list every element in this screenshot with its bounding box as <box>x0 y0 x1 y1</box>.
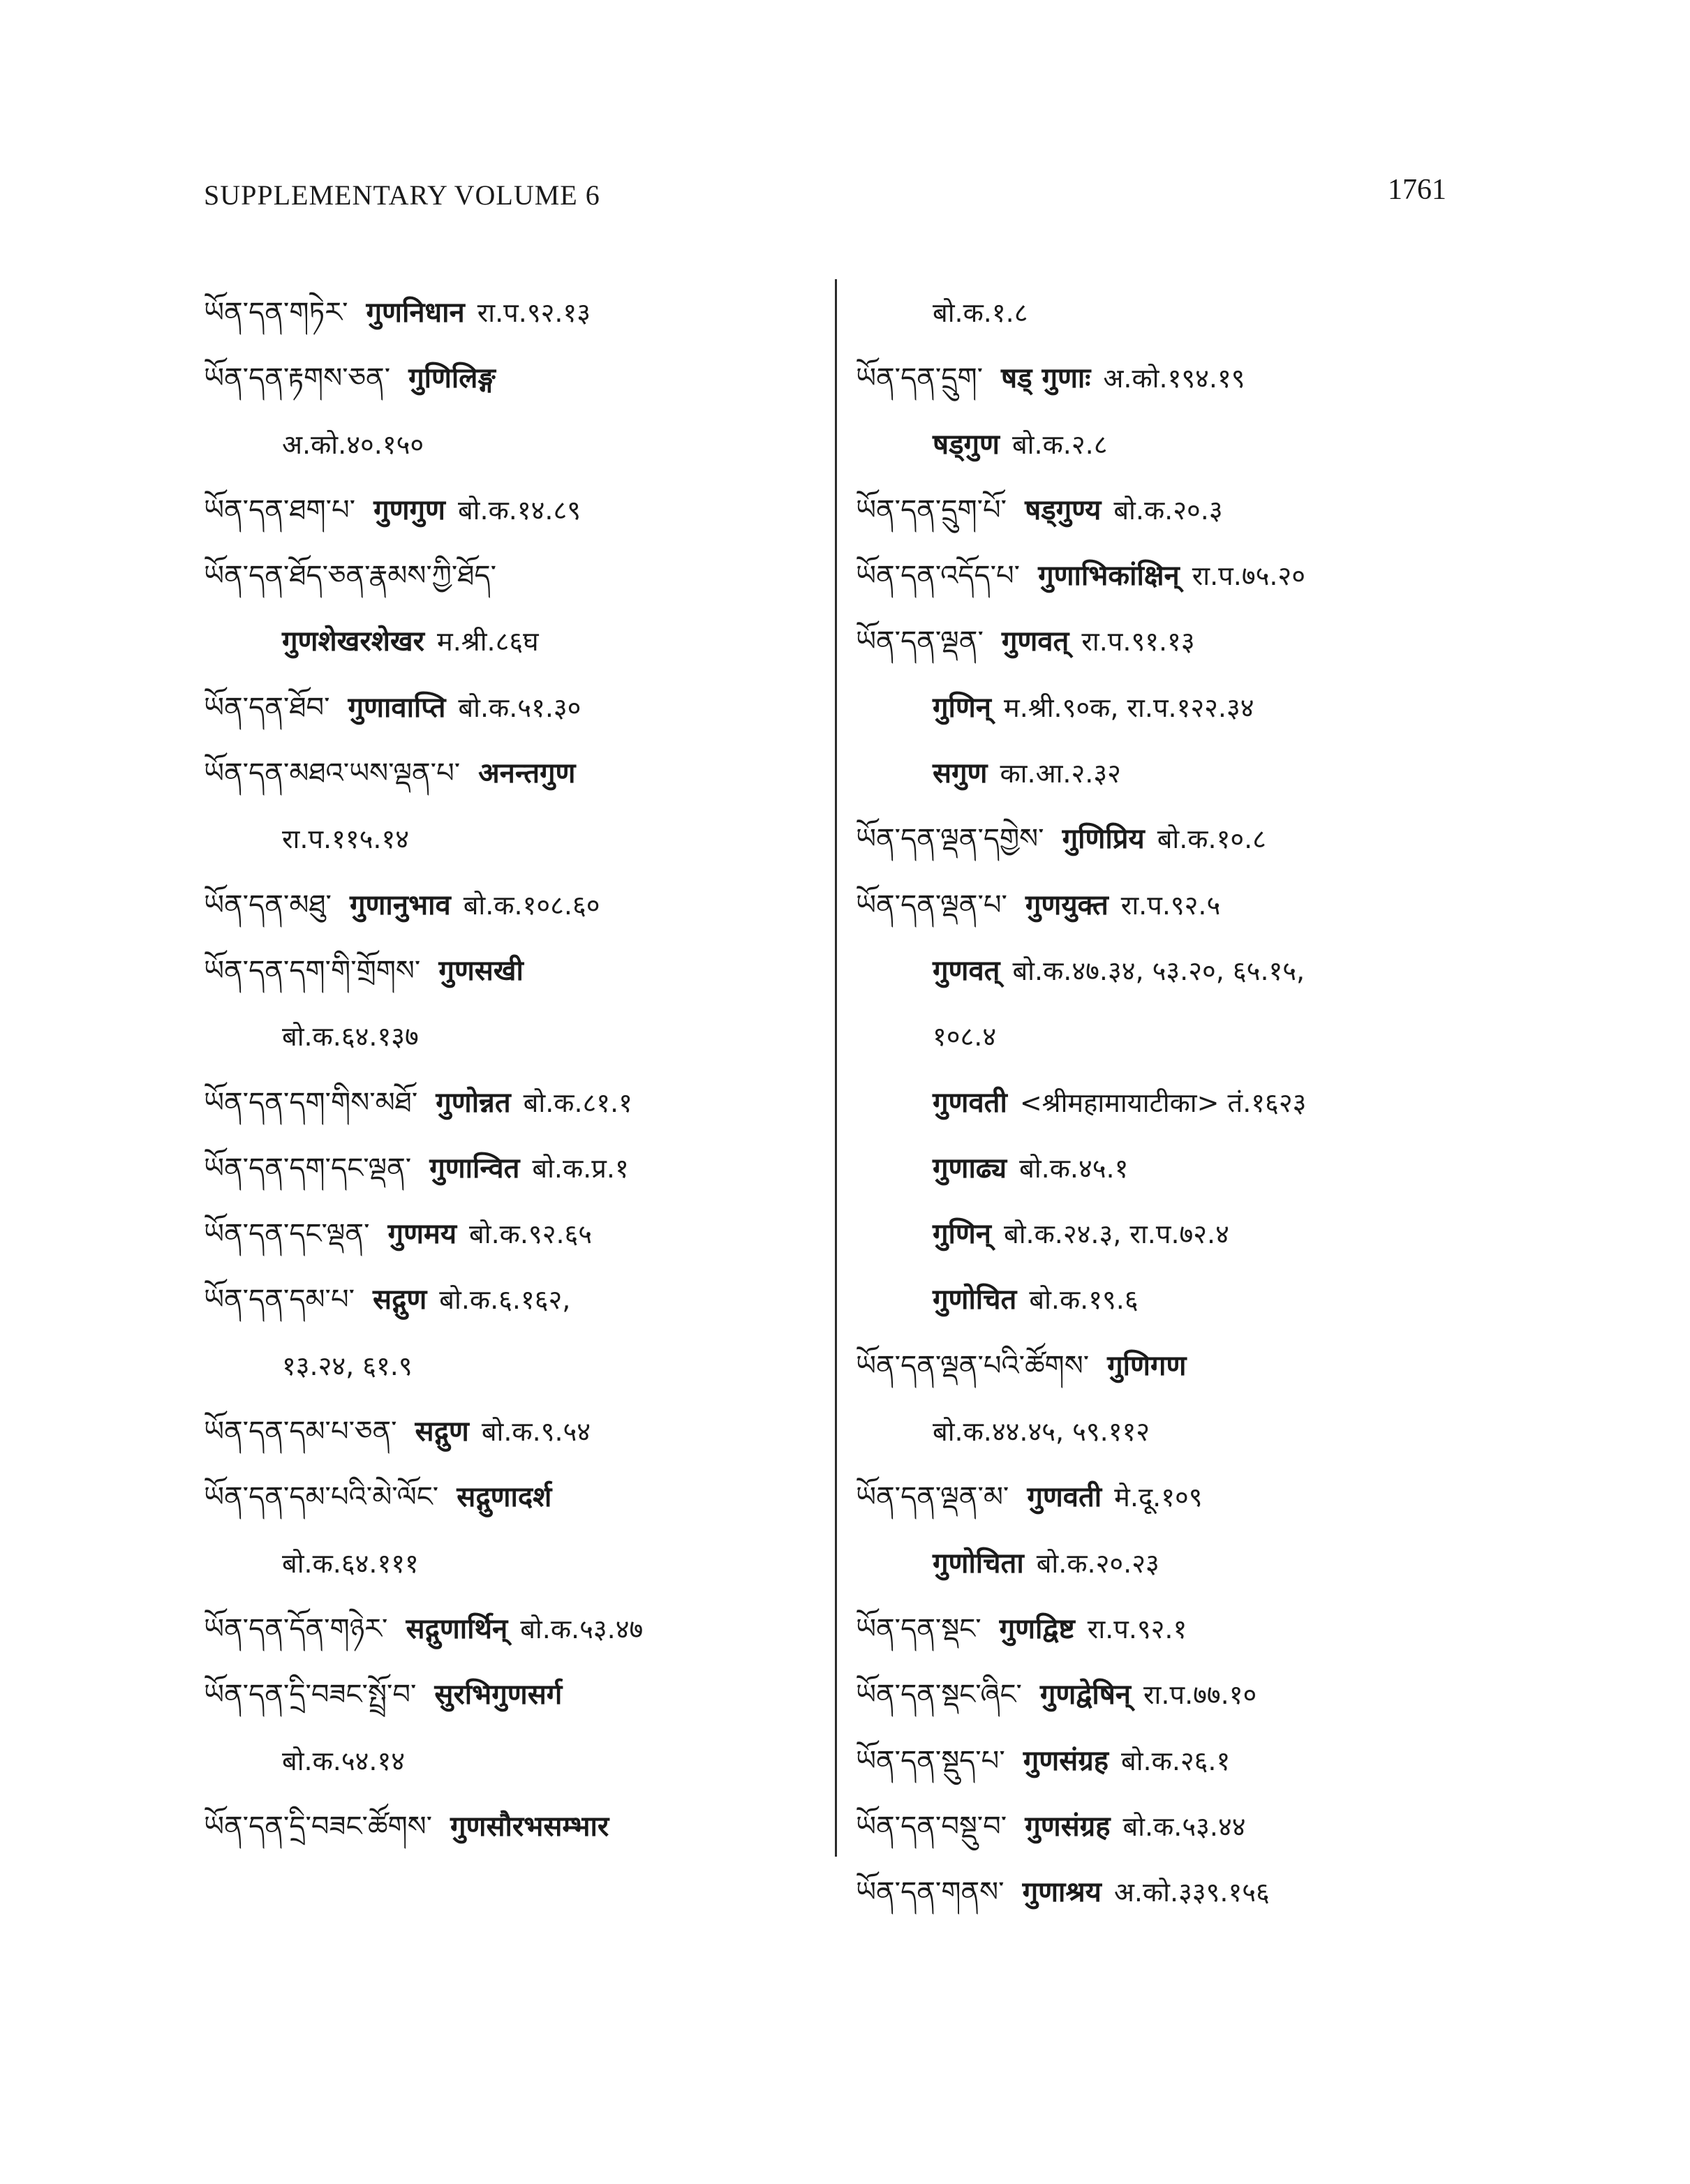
sanskrit-equivalent: गुणोचित <box>933 1284 1017 1316</box>
sanskrit-equivalent: सद्गुणादर्श <box>457 1481 552 1514</box>
dictionary-line <box>204 1398 832 1464</box>
column-divider <box>835 279 837 1857</box>
dictionary-line <box>204 279 832 345</box>
sanskrit-equivalent: गुणसंग्रह <box>1025 1810 1111 1843</box>
source-reference: १०८.४ <box>933 1021 997 1053</box>
dictionary-line <box>856 805 1484 871</box>
source-reference: रा.प.९१.१३ <box>1081 626 1195 658</box>
source-reference: बो.क.६४.१११ <box>282 1547 419 1579</box>
dictionary-line <box>204 740 832 805</box>
dictionary-line <box>204 477 832 542</box>
dictionary-line <box>204 608 832 674</box>
tibetan-headword: ཡོན་དན་མཐའ་ཡས་ལྡན་པ་ <box>204 757 461 790</box>
source-reference: बो.क.१०८.६० <box>463 889 600 921</box>
source-reference: रा.प.११५.१४ <box>282 824 410 855</box>
source-reference: बो.क.२०.३ <box>1113 494 1223 526</box>
dictionary-line <box>204 674 832 740</box>
source-reference: बो.क.१९.६ <box>1029 1284 1139 1316</box>
tibetan-headword: ཡོན་དན་ཐོད་ཅན་རྣམས་ཀྱི་ཐོད་ <box>204 560 496 593</box>
source-reference: बो.क.४४.४५, ५९.११२ <box>933 1416 1150 1448</box>
source-reference: अ.को.३३९.१५६ <box>1113 1877 1270 1908</box>
tibetan-headword: ཡོན་དན་ཐག་པ་ <box>204 493 356 526</box>
sanskrit-equivalent: गुणसखी <box>438 954 524 987</box>
source-reference: अ.को.१९४.१९ <box>1103 363 1245 394</box>
dictionary-line <box>204 1135 832 1201</box>
dictionary-line <box>856 1069 1484 1135</box>
sanskrit-equivalent: गुणोन्नत <box>436 1086 511 1119</box>
dictionary-line <box>204 1464 832 1529</box>
source-reference: रा.प.९२.५ <box>1120 889 1221 921</box>
left-column <box>204 279 832 1859</box>
tibetan-headword: ཡོན་དན་དམ་པའི་མེ་ལོང་ <box>204 1481 439 1514</box>
sanskrit-equivalent: गुणिगण <box>1107 1349 1187 1382</box>
dictionary-line <box>856 1398 1484 1464</box>
dictionary-line <box>204 1596 832 1661</box>
page-number: 1761 <box>1388 174 1446 206</box>
source-reference: मे.दू.१०९ <box>1114 1482 1203 1513</box>
dictionary-line <box>204 1661 832 1727</box>
tibetan-headword: ཡོན་དན་དྲུག་པོ་ <box>856 493 1007 526</box>
dictionary-line <box>204 345 832 410</box>
tibetan-headword: ཡོན་དན་ཐོབ་ <box>204 691 330 724</box>
dictionary-line <box>856 872 1484 937</box>
source-reference: बो.क.१०.८ <box>1157 824 1266 855</box>
dictionary-line <box>204 1003 832 1069</box>
source-reference: बो.क.२.८ <box>1011 429 1108 460</box>
dictionary-line <box>204 411 832 477</box>
source-reference: बो.क.५३.४७ <box>520 1613 644 1644</box>
source-reference: रा.प.९२.१३ <box>477 297 591 328</box>
source-reference: बो.क.८१.१ <box>523 1087 632 1118</box>
dictionary-line <box>856 674 1484 740</box>
dictionary-line <box>856 1596 1484 1661</box>
sanskrit-equivalent: गुणोचिता <box>933 1547 1024 1580</box>
sanskrit-equivalent: गुणवती <box>933 1086 1007 1119</box>
dictionary-line <box>204 1793 832 1859</box>
sanskrit-equivalent: गुणिन् <box>933 1218 991 1251</box>
tibetan-headword: ཡོན་དན་དྲི་བཟང་སྤྲོ་བ་ <box>204 1679 417 1711</box>
dictionary-line <box>204 937 832 1003</box>
sanskrit-equivalent: गुणमय <box>387 1218 457 1251</box>
running-header: SUPPLEMENTARY VOLUME 6 <box>204 179 600 211</box>
source-reference: <श्रीमहामायाटीका> तं.१६२३ <box>1019 1087 1307 1118</box>
sanskrit-equivalent: गुणान्वित <box>429 1152 520 1184</box>
dictionary-line <box>204 542 832 608</box>
tibetan-headword: ཡོན་དན་སྡུད་པ་ <box>856 1744 1005 1777</box>
dictionary-line <box>856 477 1484 542</box>
source-reference: बो.क.४७.३४, ५३.२०, ६५.१५, <box>1012 955 1305 986</box>
sanskrit-equivalent: षड्गुण्य <box>1025 493 1102 526</box>
sanskrit-equivalent: गुणानुभाव <box>349 889 451 921</box>
dictionary-line <box>856 937 1484 1003</box>
source-reference: बो.क.५३.४४ <box>1122 1811 1246 1842</box>
tibetan-headword: ཡོན་དན་ལྡན་ <box>856 625 984 658</box>
tibetan-headword: ཡོན་དན་དང་ལྡན་ <box>204 1218 370 1251</box>
sanskrit-equivalent: गुणद्वेषिन् <box>1039 1679 1132 1711</box>
sanskrit-equivalent: सद्गुण <box>415 1416 469 1448</box>
sanskrit-equivalent: गुणाश्रय <box>1022 1876 1102 1909</box>
dictionary-line <box>856 1530 1484 1596</box>
dictionary-line <box>856 608 1484 674</box>
source-reference: अ.को.४०.१५० <box>282 429 424 460</box>
source-reference: रा.प.७५.२० <box>1192 560 1305 592</box>
sanskrit-equivalent: सद्गुणार्थिन् <box>406 1612 508 1645</box>
dictionary-line <box>204 1266 832 1332</box>
dictionary-line <box>204 1530 832 1596</box>
dictionary-line <box>204 1728 832 1793</box>
dictionary-line <box>204 1332 832 1398</box>
source-reference: बो.क.५४.१४ <box>282 1745 406 1776</box>
sanskrit-equivalent: सद्गुण <box>373 1284 427 1316</box>
sanskrit-equivalent: षड् गुणाः <box>1001 362 1091 395</box>
source-reference: बो.क.१.८ <box>933 297 1028 328</box>
sanskrit-equivalent: गुणनिधान <box>366 297 465 329</box>
tibetan-headword: ཡོན་དན་གནས་ <box>856 1876 1005 1909</box>
tibetan-headword: ཡོན་དན་དག་གིས་མཐོ་ <box>204 1086 418 1119</box>
sanskrit-equivalent: गुणिन् <box>933 691 991 724</box>
dictionary-line <box>856 1135 1484 1201</box>
sanskrit-equivalent: गुणवत् <box>1001 625 1069 658</box>
dictionary-line <box>204 805 832 871</box>
source-reference: बो.क.६.१६२, <box>439 1284 571 1316</box>
tibetan-headword: ཡོན་དན་དོན་གཉེར་ <box>204 1612 388 1645</box>
tibetan-headword: ཡོན་དན་རྟགས་ཅན་ <box>204 362 391 395</box>
dictionary-line <box>204 1069 832 1135</box>
dictionary-line <box>856 542 1484 608</box>
tibetan-headword: ཡོན་དན་དྲི་བཟང་ཚོགས་ <box>204 1810 432 1843</box>
dictionary-line <box>204 1201 832 1266</box>
sanskrit-equivalent: गुणसंग्रह <box>1023 1744 1109 1777</box>
sanskrit-equivalent: गुणाढ्य <box>933 1152 1007 1184</box>
sanskrit-equivalent: गुणशेखरशेखर <box>282 625 424 658</box>
dictionary-line <box>856 1859 1484 1924</box>
dictionary-line <box>856 345 1484 410</box>
tibetan-headword: ཡོན་དན་དྲུག་ <box>856 362 984 395</box>
tibetan-headword: ཡོན་དན་འདོད་པ་ <box>856 560 1021 593</box>
dictionary-line <box>856 279 1484 345</box>
dictionary-line <box>856 1332 1484 1398</box>
dictionary-line <box>856 1201 1484 1266</box>
dictionary-line <box>856 1793 1484 1859</box>
sanskrit-equivalent: गुणद्विष्ट <box>999 1612 1075 1645</box>
source-reference: बो.क.६४.१३७ <box>282 1021 419 1053</box>
tibetan-headword: ཡོན་དན་དམ་པ་ <box>204 1284 355 1316</box>
sanskrit-equivalent: गुणाभिकांक्षिन् <box>1038 560 1180 593</box>
source-reference: बो.क.१४.८९ <box>457 494 581 526</box>
sanskrit-equivalent: षड्गुण <box>933 428 1000 461</box>
sanskrit-equivalent: सुरभिगुणसर्ग <box>434 1679 563 1711</box>
source-reference: बो.क.९.५४ <box>481 1416 591 1448</box>
tibetan-headword: ཡོན་དན་མཐུ་ <box>204 889 332 921</box>
right-column <box>856 279 1484 1924</box>
dictionary-line <box>856 1728 1484 1793</box>
source-reference: बो.क.२४.३, रा.प.७२.४ <box>1004 1219 1229 1250</box>
source-reference: १३.२४, ६१.९ <box>282 1350 413 1381</box>
sanskrit-equivalent: गुणवती <box>1027 1481 1102 1514</box>
sanskrit-equivalent: गुणयुक्त <box>1025 889 1109 921</box>
sanskrit-equivalent: अनन्तगुण <box>478 757 576 790</box>
sanskrit-equivalent: गुणिलिङ्ग <box>408 362 496 395</box>
tibetan-headword: ཡོན་དན་བསྡུ་བ་ <box>856 1810 1007 1843</box>
dictionary-line <box>856 411 1484 477</box>
tibetan-headword: ཡོན་དན་དག་དང་ལྡན་ <box>204 1152 412 1184</box>
tibetan-headword: ཡོན་དན་སྡང་ <box>856 1612 981 1645</box>
tibetan-headword: ཡོན་དན་ལྡན་པ་ <box>856 889 1007 921</box>
source-reference: रा.प.७७.१० <box>1143 1679 1257 1711</box>
sanskrit-equivalent: गुणसौरभसम्भार <box>450 1810 609 1843</box>
source-reference: बो.क.४५.१ <box>1019 1152 1129 1184</box>
source-reference: बो.क.प्र.१ <box>532 1152 629 1184</box>
source-reference: का.आ.२.३२ <box>1000 758 1121 789</box>
source-reference: रा.प.९२.१ <box>1087 1613 1187 1644</box>
tibetan-headword: ཡོན་དན་ལྡན་པའི་ཚོགས་ <box>856 1349 1090 1382</box>
tibetan-headword: ཡོན་དན་ལྡན་མ་ <box>856 1481 1009 1514</box>
source-reference: बो.क.२६.१ <box>1121 1745 1231 1776</box>
dictionary-line <box>204 872 832 937</box>
sanskrit-equivalent: गुणिप्रिय <box>1062 823 1145 856</box>
tibetan-headword: ཡོན་དན་ལྡན་དགྱེས་ <box>856 823 1044 856</box>
sanskrit-equivalent: गुणगुण <box>373 493 445 526</box>
tibetan-headword: ཡོན་དན་སྡང་ཞིང་ <box>856 1679 1022 1711</box>
dictionary-line <box>856 1266 1484 1332</box>
source-reference: बो.क.२०.२३ <box>1036 1547 1159 1579</box>
dictionary-line <box>856 1464 1484 1529</box>
tibetan-headword: ཡོན་དན་གཏེར་ <box>204 297 348 329</box>
tibetan-headword: ཡོན་དན་དམ་པ་ཅན་ <box>204 1416 397 1448</box>
sanskrit-equivalent: गुणावाप्ति <box>348 691 446 724</box>
source-reference: बो.क.९२.६५ <box>469 1219 593 1250</box>
tibetan-headword: ཡོན་དན་དག་གི་གྲོགས་ <box>204 954 421 987</box>
sanskrit-equivalent: गुणवत् <box>933 954 1000 987</box>
source-reference: म.श्री.८६घ <box>437 626 539 658</box>
source-reference: म.श्री.९०क, रा.प.१२२.३४ <box>1004 692 1254 723</box>
dictionary-line <box>856 1661 1484 1727</box>
dictionary-line <box>856 1003 1484 1069</box>
source-reference: बो.क.५१.३० <box>458 692 581 723</box>
sanskrit-equivalent: सगुण <box>933 757 988 790</box>
dictionary-line <box>856 740 1484 805</box>
